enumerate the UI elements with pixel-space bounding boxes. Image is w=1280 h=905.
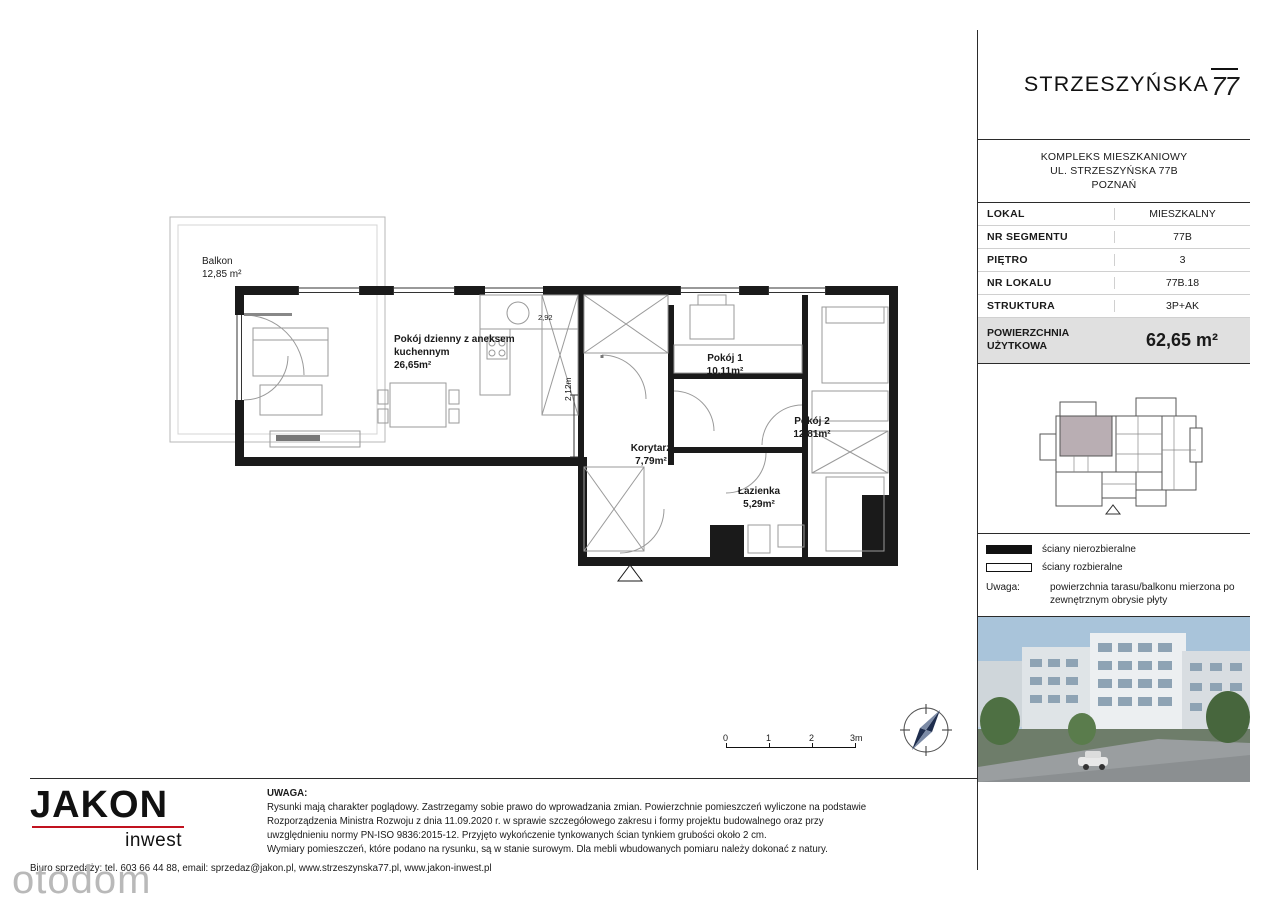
company-logo (30, 784, 215, 852)
company-logo-sub: inwest (125, 830, 182, 852)
project-name: STRZESZYŃSKA (1023, 72, 1210, 96)
spec-row-lokal (978, 203, 1250, 226)
disclaimer-line-3: uwzględnieniu normy PN-ISO 9836:2015-12. Przyjęto wykończenie tynkowanych ścian tynkiem grubości około 2 cm. (267, 830, 767, 842)
legend-note-value: powierzchnia tarasu/balkonu mierzona po zewnętrznym obrysie płyty (1050, 581, 1235, 607)
legend-note (986, 581, 1242, 608)
spec-row-segment (978, 226, 1250, 249)
dimension-note: 2,92 (538, 313, 553, 322)
spec-value-pietro: 3 (1114, 254, 1250, 266)
info-panel (977, 30, 1250, 870)
scale-tick-3: 3m (850, 733, 863, 743)
room-label-lazienka: Łazienka 5,29m² (737, 486, 781, 510)
room-label-pokoj1: Pokój 1 10,11m² (706, 353, 744, 377)
watermark: otodom (12, 858, 152, 902)
company-logo-main: JAKON (30, 784, 169, 826)
contact-line: Biuro sprzedaży: tel. 603 66 44 88, email: sprzedaz@jakon.pl, www.strzeszynska77.pl, www.jakon-inwest.pl (30, 863, 492, 874)
disclaimer-title: UWAGA: (267, 788, 308, 799)
legend-label-open: ściany rozbieralne (1042, 561, 1123, 573)
disclaimer-line-2: Rozporządzenia Ministra Rozwoju z dnia 11.09.2020 r. w sprawie szczegółowego zakresu i formy projektu budowalnego oraz przy (267, 816, 824, 828)
usable-area-label (978, 327, 1114, 353)
spec-key-pietro: PIĘTRO (987, 253, 1028, 266)
spec-key-segment: NR SEGMENTU (987, 230, 1068, 243)
logo-rule (32, 826, 184, 828)
solid-wall-swatch-icon (986, 545, 1032, 554)
disclaimer-line-1: Rysunki mają charakter poglądowy. Zastrzegamy sobie prawo do wprowadzania zmian. Powierzchnie pomieszczeń wyliczone na podstawie (267, 802, 867, 814)
usable-area-label-line1: POWIERZCHNIA (987, 326, 1070, 339)
project-logo (978, 30, 1250, 140)
legend (978, 534, 1250, 617)
plan-svg (150, 195, 940, 775)
spec-value-nrlokalu: 77B.18 (1114, 277, 1250, 289)
spec-key-lokal: LOKAL (987, 207, 1025, 220)
floor-plan-drawing (150, 195, 940, 775)
room-label-pokoj2: Pokój 2 12,81m² (793, 416, 831, 440)
usable-area-value: 62,65 m² (1145, 329, 1219, 350)
building-key-plan (978, 364, 1250, 534)
north-arrow-icon (890, 700, 962, 772)
usable-area-label-line2: UŻYTKOWA (987, 340, 1048, 353)
disclaimer (267, 787, 977, 857)
scale-tick-2: 2 (809, 733, 815, 743)
legend-label-solid: ściany nierozbieralne (1042, 543, 1136, 555)
legend-note-key: Uwaga: (986, 581, 1020, 593)
scale-tick-0: 0 (723, 733, 729, 743)
spec-key-nrlokalu: NR LOKALU (987, 276, 1052, 289)
address-line2: UL. STRZESZYŃSKA 77B (1050, 165, 1178, 178)
spec-row-struktura (978, 295, 1250, 318)
spec-row-nrlokalu (978, 272, 1250, 295)
spec-value-struktura: 3P+AK (1114, 300, 1250, 312)
spec-key-struktura: STRUKTURA (987, 299, 1056, 312)
removable-wall-swatch-icon (986, 563, 1032, 572)
legend-row-open (986, 562, 1242, 573)
address-line3: POZNAŃ (1091, 179, 1137, 192)
room-label-balkon: Balkon 12,85 m² (202, 256, 242, 280)
disclaimer-line-4: Wymiary pomieszczeń, które podano na rysunku, są w stanie surowym. Dla mebli wbudowanych pomiaru należy dokonać z natury. (267, 844, 828, 856)
dimension-vertical: 2,12m (563, 377, 573, 401)
room-label-living: Pokój dzienny z aneksem kuchennym 26,65m² (394, 334, 515, 371)
spec-value-lokal: MIESZKALNY (1114, 208, 1250, 220)
building-photo (978, 617, 1250, 782)
project-number: 77 (1211, 68, 1238, 102)
address-line1: KOMPLEKS MIESZKANIOWY (1040, 151, 1188, 163)
usable-area-row (978, 318, 1250, 364)
legend-row-solid (986, 544, 1242, 555)
spec-row-pietro (978, 249, 1250, 272)
room-label-korytarz: Korytarz 7,79m² (630, 443, 672, 467)
spec-value-segment: 77B (1114, 231, 1250, 243)
footer (30, 778, 977, 874)
project-address (978, 140, 1250, 203)
scale-tick-1: 1 (766, 733, 772, 743)
